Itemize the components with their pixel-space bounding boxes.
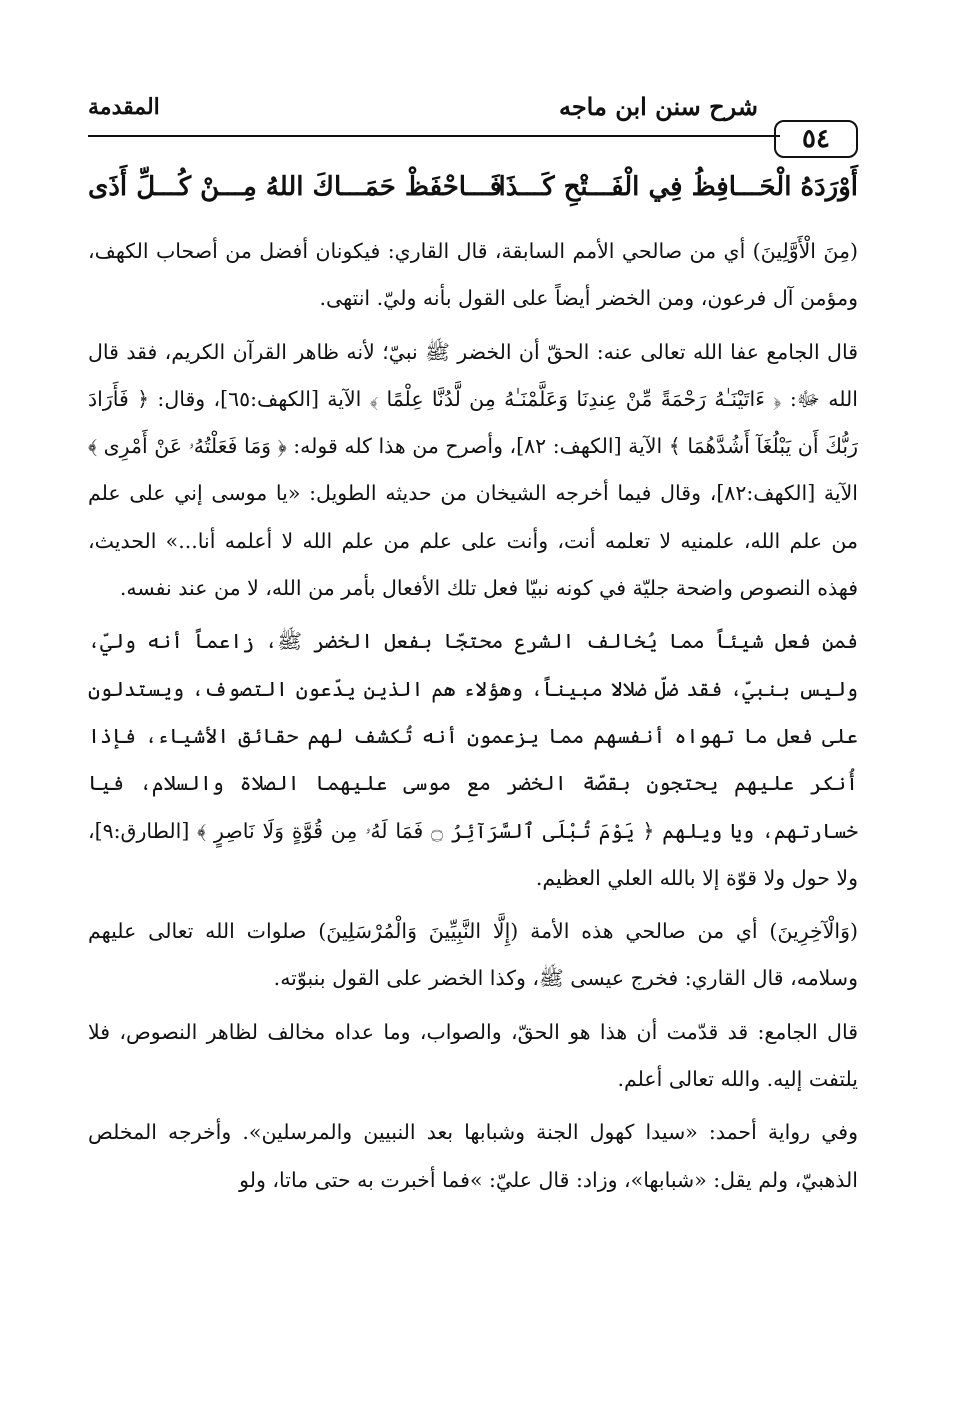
book-title: شرح سنن ابن ماجه: [558, 92, 758, 121]
body-text: [88, 228, 858, 1210]
poem-verse: [88, 172, 858, 220]
header-rule: [88, 135, 780, 137]
page-number: ٥٤: [774, 120, 858, 158]
verse-hemistich-left: فَـــاحْفَظْ حَمَـــاكَ اللهُ مِـــنْ كُـــلِّ أَذَى: [88, 172, 503, 202]
section-title: المقدمة: [88, 94, 160, 120]
page-header: [88, 92, 858, 152]
paragraph: قال الجامع عفا الله تعالى عنه: الحقّ أن الخضر ﷺ نبيّ؛ لأنه ظاهر القرآن الكريم، فقد قال الله ﷻ: ﴿ ءَاتَيْنَـٰهُ رَحْمَةً مِّنْ عِندِنَا وَعَلَّمْنَـٰهُ مِن لَّدُنَّا عِلْمًا ﴾ الآية [الكهف:٦٥]، وقال: ﴿ فَأَرَادَ رَبُّكَ أَن يَبْلُغَآ أَشُدَّهُمَا ﴾ الآية [الكهف: ٨٢]، وأصرح من هذا كله قوله: ﴿ وَمَا فَعَلْتُهُۥ عَنْ أَمْرِى ﴾ الآية [الكهف:٨٢]، وقال فيما أخرجه الشيخان من حديثه الطويل: «يا موسى إني على علم من علم الله، علمنيه لا تعلمه أنت، وأنت على علم من علم الله لا أعلمه أنا...» الحديث، فهذه النصوص واضحة جليّة في كونه نبيّا فعل تلك الأفعال بأمر من الله، لا من عند نفسه.: [88, 339, 859, 601]
verse-hemistich-right: أَوْرَدَهُ الْحَـــافِظُ فِي الْفَـــتْحِ كَـــذَا: [498, 172, 858, 202]
paragraph: قال الجامع: قد قدّمت أن هذا هو الحقّ، والصواب، وما عداه مخالف لظاهر النصوص، فلا يلتفت إليه. والله تعالى أعلم.: [88, 1019, 858, 1092]
paragraph: وفي رواية أحمد: «سيدا كهول الجنة وشبابها بعد النبيين والمرسلين». وأخرجه المخلص الذهبيّ، ولم يقل: «شبابها»، وزاد: قال عليّ: »فما أخبرت به حتى ماتا، ولو: [88, 1120, 858, 1192]
paragraph: فمن فعل شيئاً مما يُخالف الشرع محتجّا بفعل الخضر ﷺ، زاعماً أنه وليّ، وليس بنبيّ، فقد ضلّ ضلالا مبيناً، وهؤلاء هم الذين يدّعون التصوف، ويستدلون على فعل ما تهواه أنفسهم مما يزعمون أنه تُكشف لهم حقائق الأشياء، فإذا أُنكر عليهم يحتجون بقصّة الخضر مع موسى عليهما الصلاة والسلام، فيا خسارتهم، ويا ويلهم ﴿ يَوْمَ تُبْلَى ٱلسَّرَآئِرُ ۝ فَمَا لَهُۥ مِن قُوَّةٍ وَلَا نَاصِرٍ ﴾ [الطارق:٩]، ولا حول ولا قوّة إلا بالله العلي العظيم.: [88, 629, 858, 890]
paragraph: (مِنَ الْأَوَّلِينَ) أي من صالحي الأمم السابقة، قال القاري: فيكونان أفضل من أصحاب الكهف، ومؤمن آل فرعون، ومن الخضر أيضاً على القول بأنه وليّ. انتهى.: [88, 239, 858, 311]
paragraph: (وَالْآخِرِينَ) أي من صالحي هذه الأمة (إِلَّا النَّبِيِّينَ وَالْمُرْسَلِينَ) صلوات الله تعالى عليهم وسلامه، قال القاري: فخرج عيسى ﷺ، وكذا الخضر على القول بنبوّته.: [88, 919, 858, 991]
